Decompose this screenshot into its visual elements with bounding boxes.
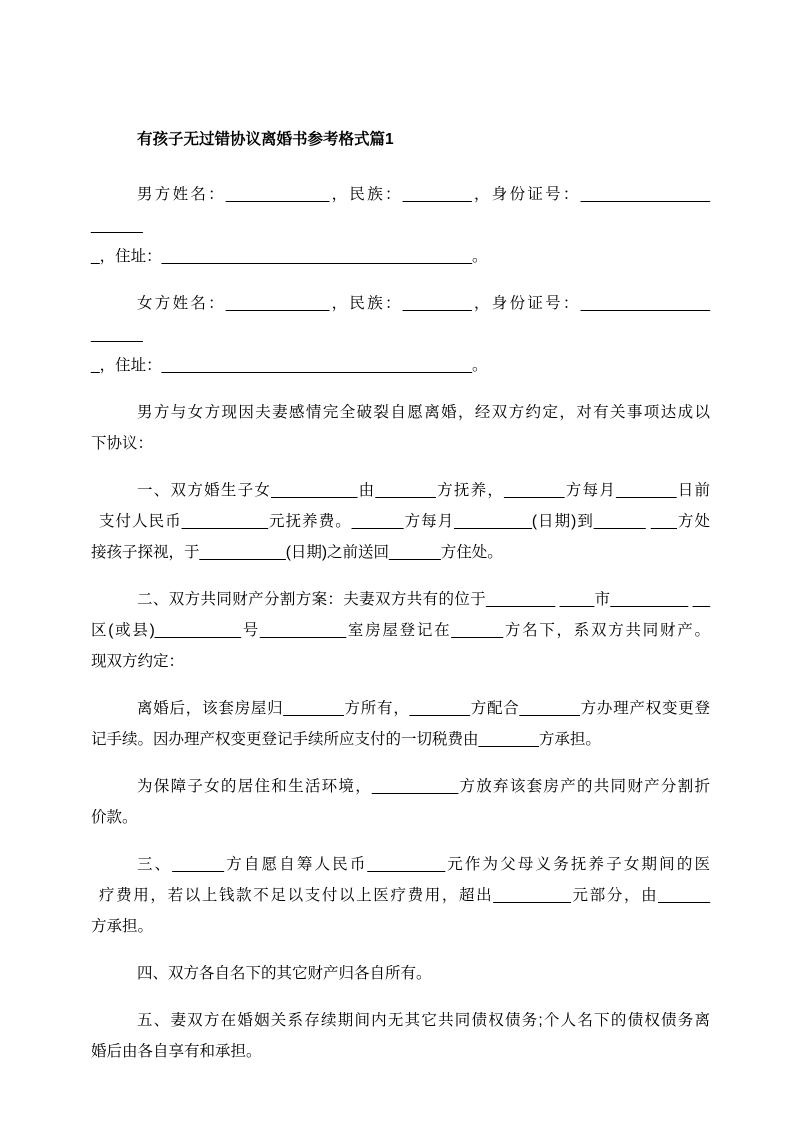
- document-content: [91, 124, 715, 1067]
- text-line: _，住址：____________________________________。: [91, 357, 488, 374]
- text-line: 方承担。: [91, 918, 154, 935]
- paragraph-preamble: [91, 397, 710, 459]
- text-line: 五、妻双方在婚姻关系存续期间内无其它共同债权债务;个人名下的债权债务离: [137, 1012, 710, 1029]
- text-line: 男方姓名：____________，民族：________，身份证号：_______________ ______: [91, 186, 715, 234]
- text-line: _，住址：____________________________________。: [91, 248, 488, 265]
- text-line: 记手续。因办理产权变更登记手续所应支付的一切税费由_______方承担。: [91, 731, 601, 748]
- text-line: 为保障子女的居住和生活环境，__________方放弃该套房产的共同财产分割折: [137, 778, 710, 795]
- text-line: 价款。: [91, 809, 138, 826]
- text-line: 离婚后，该套房屋归_______方所有，_______方配合_______方办理产权变更登: [137, 700, 710, 717]
- paragraph-clause-4: [91, 958, 710, 989]
- paragraph-clause-5: [91, 1005, 710, 1067]
- paragraph-clause-2: [91, 584, 710, 677]
- paragraph-party-b: [91, 288, 715, 381]
- text-line: 疗费用，若以上钱款不足以支付以上医疗费用，超出_________元部分，由______: [99, 887, 710, 904]
- text-line: 婚后由各自享有和承担。: [91, 1043, 262, 1060]
- document-title: 有孩子无过错协议离婚书参考格式篇1: [137, 131, 394, 148]
- text-line: 二、双方共同财产分割方案：夫妻双方共有的位于________ ____市_________ __: [137, 591, 710, 608]
- text-line: 下协议：: [91, 435, 154, 452]
- text-line: 三、______方自愿自筹人民币_________元作为父母义务抚养子女期间的医: [137, 856, 710, 873]
- text-line: 男方与女方现因夫妻感情完全破裂自愿离婚，经双方约定，对有关事项达成以: [137, 404, 710, 421]
- text-line: 女方姓名：____________，民族：________，身份证号：_______________ ______: [91, 295, 715, 343]
- text-line: 支付人民币__________元抚养费。______方每月_________(日期)到______ ___方处: [99, 513, 710, 530]
- text-line: 现双方约定：: [91, 653, 185, 670]
- text-line: 接孩子探视，于__________(日期)之前送回______方住处。: [91, 544, 503, 561]
- paragraph-party-a: [91, 179, 715, 272]
- text-line: 区(或县)__________号__________室房屋登记在______方名下，系双方共同财产。: [91, 622, 710, 639]
- paragraph-clause-1: [91, 475, 710, 568]
- paragraph-clause-2-house-transfer: [91, 693, 710, 755]
- text-line: 一、双方婚生子女__________由_______方抚养，_______方每月_______日前: [137, 482, 710, 499]
- paragraph-clause-2-house-waiver: [91, 771, 710, 833]
- paragraph-clause-3: [91, 849, 710, 942]
- text-line: 四、双方各自名下的其它财产归各自所有。: [137, 965, 432, 982]
